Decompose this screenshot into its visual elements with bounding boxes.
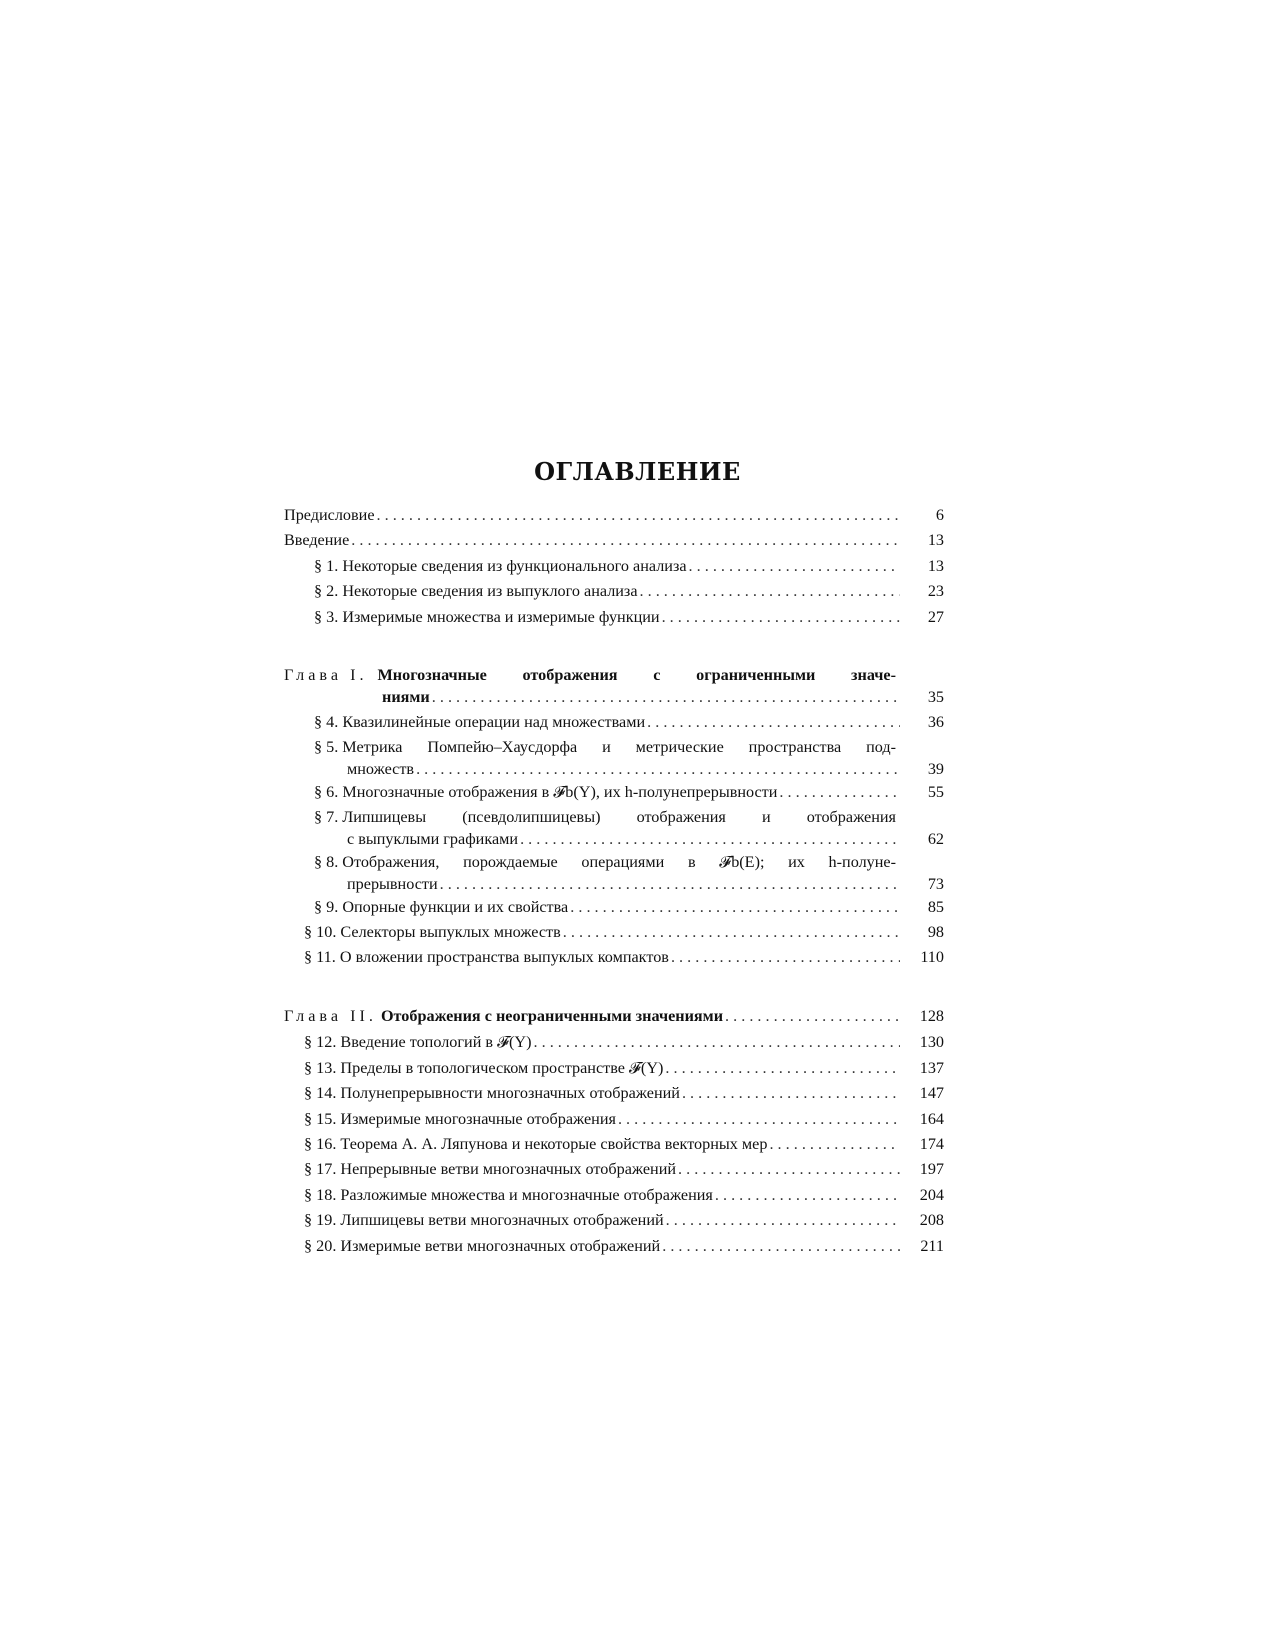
section-number: § 8. — [314, 853, 339, 871]
section-number: § 10. — [304, 923, 337, 941]
section-number: § 16. — [304, 1135, 337, 1153]
toc-entry-section-8[interactable] — [284, 851, 944, 895]
entry-page: 62 — [927, 830, 944, 848]
dot-leader — [534, 1031, 900, 1053]
toc-entry-chapter-2[interactable] — [284, 1005, 944, 1027]
entry-page: 130 — [919, 1033, 944, 1051]
entry-title: Измеримые ветви многозначных отображений — [340, 1237, 661, 1255]
dot-leader — [666, 1209, 900, 1231]
entry-page: 174 — [919, 1135, 944, 1153]
dot-leader — [640, 580, 900, 602]
entry-title: Квазилинейные операции над множествами — [342, 713, 646, 731]
entry-title-continued: с выпуклыми графиками — [347, 830, 519, 848]
section-number: § 18. — [304, 1186, 337, 1204]
toc-entry-section-19[interactable] — [284, 1209, 944, 1231]
dot-leader — [682, 1082, 900, 1104]
dot-leader — [618, 1108, 900, 1130]
section-number: § 7. — [314, 808, 339, 826]
toc-entry-section-6[interactable] — [284, 781, 944, 803]
entry-title: Пределы в топологическом пространстве 𝓕(Y) — [340, 1059, 664, 1077]
dot-leader — [440, 873, 900, 895]
chapter-title-continued: ниями — [382, 688, 430, 706]
toc-entry-section-12[interactable] — [284, 1031, 944, 1053]
entry-title: О вложении пространства выпуклых компактов — [339, 948, 669, 966]
toc-entry-section-17[interactable] — [284, 1158, 944, 1180]
dot-leader — [662, 1235, 900, 1257]
entry-page: 137 — [919, 1059, 944, 1077]
dot-leader — [678, 1158, 900, 1180]
section-number: § 13. — [304, 1059, 337, 1077]
section-number: § 1. — [314, 557, 339, 575]
dot-leader — [769, 1133, 900, 1155]
entry-page: 27 — [927, 608, 944, 626]
section-number: § 20. — [304, 1237, 337, 1255]
entry-title: Введение топологий в 𝓕(Y) — [340, 1033, 532, 1051]
entry-title: Разложимые множества и многозначные отображения — [340, 1186, 713, 1204]
entry-title: Некоторые сведения из функционального анализа — [342, 557, 687, 575]
entry-page: 208 — [919, 1211, 944, 1229]
entry-page: 23 — [927, 582, 944, 600]
dot-leader — [520, 828, 900, 850]
entry-page: 39 — [927, 760, 944, 778]
toc-entry-preface[interactable] — [284, 504, 944, 526]
toc-entry-section-7[interactable] — [284, 806, 944, 850]
dot-leader — [377, 504, 900, 526]
toc-entry-section-11[interactable] — [284, 946, 944, 968]
dot-leader — [351, 529, 900, 551]
section-number: § 2. — [314, 582, 339, 600]
entry-page: 147 — [919, 1084, 944, 1102]
toc-entry-section-1[interactable] — [284, 555, 944, 577]
entry-title: Измеримые множества и измеримые функции — [342, 608, 660, 626]
entry-title: Липшицевы (псевдолипшицевы) отображения и отображения — [342, 808, 896, 826]
toc-entry-section-14[interactable] — [284, 1082, 944, 1104]
entry-title: Измеримые многозначные отображения — [340, 1110, 616, 1128]
entry-title: Метрика Помпейю–Хаусдорфа и метрические пространства под- — [342, 738, 896, 756]
entry-title: Теорема А. А. Ляпунова и некоторые свойства векторных мер — [340, 1135, 768, 1153]
section-number: § 4. — [314, 713, 339, 731]
section-number: § 3. — [314, 608, 339, 626]
entry-title: Селекторы выпуклых множеств — [340, 923, 561, 941]
entry-page: 128 — [919, 1007, 944, 1025]
entry-title: Введение — [284, 531, 350, 549]
dot-leader — [662, 606, 900, 628]
entry-page: 98 — [927, 923, 944, 941]
page-title: ОГЛАВЛЕНИЕ — [534, 457, 741, 486]
entry-page: 13 — [927, 557, 944, 575]
entry-title: Некоторые сведения из выпуклого анализа — [342, 582, 638, 600]
entry-title: Опорные функции и их свойства — [342, 898, 569, 916]
toc-entry-introduction[interactable] — [284, 529, 944, 551]
entry-title: Липшицевы ветви многозначных отображений — [340, 1211, 664, 1229]
entry-title-continued: множеств — [347, 760, 415, 778]
dot-leader — [689, 555, 900, 577]
entry-page: 211 — [920, 1237, 944, 1255]
entry-page: 85 — [927, 898, 944, 916]
toc-entry-section-3[interactable] — [284, 606, 944, 628]
dot-leader — [779, 781, 900, 803]
chapter-title: Многозначные отображения с ограниченными значе- — [377, 666, 896, 684]
dot-leader — [725, 1005, 900, 1027]
toc-entry-section-5[interactable] — [284, 736, 944, 780]
toc-entry-section-15[interactable] — [284, 1108, 944, 1130]
entry-title-continued: прерывности — [347, 875, 438, 893]
entry-page: 13 — [927, 531, 944, 549]
section-number: § 15. — [304, 1110, 337, 1128]
chapter-label: Глава II. — [284, 1007, 377, 1025]
toc-entry-section-10[interactable] — [284, 921, 944, 943]
section-number: § 11. — [304, 948, 336, 966]
dot-leader — [647, 711, 900, 733]
dot-leader — [432, 686, 900, 708]
toc-entry-section-9[interactable] — [284, 896, 944, 918]
entry-page: 164 — [919, 1110, 944, 1128]
section-number: § 12. — [304, 1033, 337, 1051]
entry-page: 35 — [927, 688, 944, 706]
dot-leader — [671, 946, 900, 968]
section-number: § 6. — [314, 783, 339, 801]
toc-entry-section-13[interactable] — [284, 1057, 944, 1079]
entry-page: 110 — [920, 948, 944, 966]
section-number: § 9. — [314, 898, 339, 916]
dot-leader — [416, 758, 900, 780]
dot-leader — [563, 921, 900, 943]
entry-title: Непрерывные ветви многозначных отображений — [340, 1160, 677, 1178]
entry-page: 73 — [927, 875, 944, 893]
dot-leader — [570, 896, 900, 918]
entry-title: Многозначные отображения в 𝓕b(Y), их h-полунепрерывности — [342, 783, 778, 801]
entry-title: Полунепрерывности многозначных отображений — [340, 1084, 680, 1102]
toc-entry-section-20[interactable] — [284, 1235, 944, 1257]
section-number: § 14. — [304, 1084, 337, 1102]
toc-entry-chapter-1[interactable] — [284, 664, 944, 708]
toc-entry-section-18[interactable] — [284, 1184, 944, 1206]
entry-page: 36 — [927, 713, 944, 731]
entry-page: 204 — [919, 1186, 944, 1204]
entry-page: 197 — [919, 1160, 944, 1178]
dot-leader — [715, 1184, 900, 1206]
toc-entry-section-16[interactable] — [284, 1133, 944, 1155]
section-number: § 19. — [304, 1211, 337, 1229]
entry-page: 55 — [927, 783, 944, 801]
entry-title: Предисловие — [284, 506, 375, 524]
entry-title: Отображения, порождаемые операциями в 𝓕b(E); их h-полуне- — [342, 853, 896, 871]
dot-leader — [665, 1057, 900, 1079]
toc-entry-section-4[interactable] — [284, 711, 944, 733]
chapter-title: Отображения с неограниченными значениями — [380, 1007, 724, 1025]
section-number: § 17. — [304, 1160, 337, 1178]
entry-page: 6 — [935, 506, 944, 524]
chapter-label: Глава I. — [284, 666, 368, 684]
section-number: § 5. — [314, 738, 339, 756]
toc-entry-section-2[interactable] — [284, 580, 944, 602]
